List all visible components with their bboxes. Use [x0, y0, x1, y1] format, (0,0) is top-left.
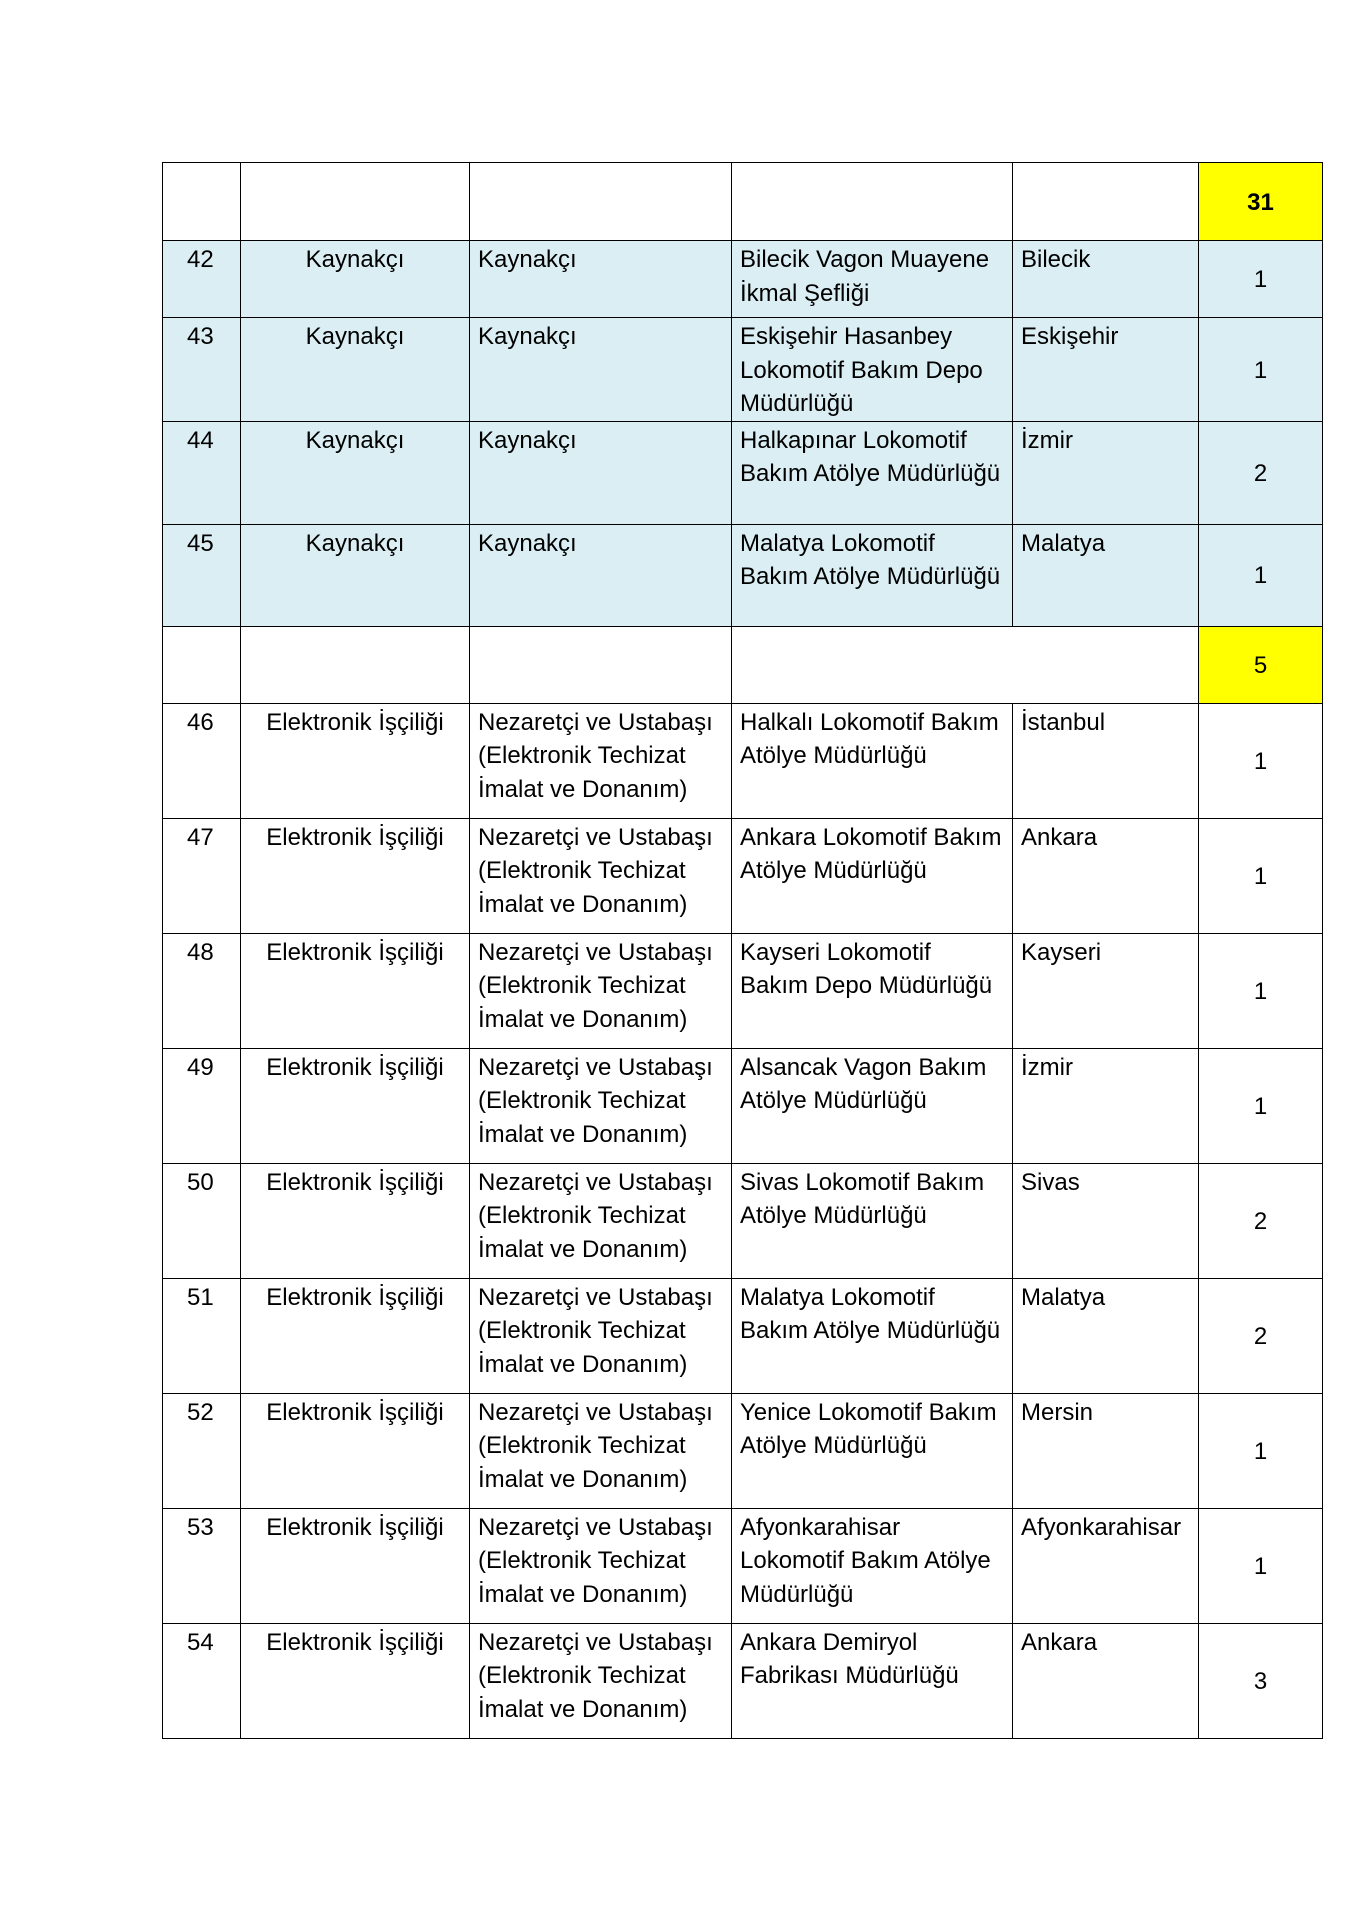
title-cell: Kaynakçı	[470, 241, 732, 318]
occupation-cell: Elektronik İşçiliği	[241, 933, 470, 1048]
table-row	[163, 1508, 1323, 1623]
city-cell: İstanbul	[1013, 703, 1199, 818]
unit-cell: Yenice Lokomotif Bakım Atölye Müdürlüğü	[732, 1393, 1013, 1508]
empty-cell	[241, 626, 470, 703]
count-cell: 1	[1199, 933, 1323, 1048]
unit-cell: Malatya Lokomotif Bakım Atölye Müdürlüğü	[732, 524, 1013, 626]
table-row	[163, 241, 1323, 318]
city-cell: Malatya	[1013, 524, 1199, 626]
occupation-cell: Elektronik İşçiliği	[241, 1393, 470, 1508]
table-row	[163, 1163, 1323, 1278]
title-cell: Nezaretçi ve Ustabaşı (Elektronik Techizat İmalat ve Donanım)	[470, 818, 732, 933]
empty-cell	[470, 163, 732, 241]
table-row	[163, 1393, 1323, 1508]
count-cell: 1	[1199, 1048, 1323, 1163]
title-cell: Kaynakçı	[470, 318, 732, 422]
occupation-cell: Elektronik İşçiliği	[241, 1508, 470, 1623]
table-row	[163, 524, 1323, 626]
occupation-cell: Elektronik İşçiliği	[241, 1278, 470, 1393]
city-cell: Afyonkarahisar	[1013, 1508, 1199, 1623]
table-row	[163, 933, 1323, 1048]
row-number: 51	[163, 1278, 241, 1393]
subtotal-count: 5	[1199, 626, 1323, 703]
subtotal-row	[163, 163, 1323, 241]
row-number: 44	[163, 421, 241, 524]
occupation-cell: Kaynakçı	[241, 241, 470, 318]
empty-cell	[1013, 163, 1199, 241]
unit-cell: Ankara Lokomotif Bakım Atölye Müdürlüğü	[732, 818, 1013, 933]
occupation-cell: Elektronik İşçiliği	[241, 1163, 470, 1278]
occupation-cell: Elektronik İşçiliği	[241, 1048, 470, 1163]
unit-cell: Sivas Lokomotif Bakım Atölye Müdürlüğü	[732, 1163, 1013, 1278]
empty-cell	[163, 626, 241, 703]
city-cell: İzmir	[1013, 1048, 1199, 1163]
title-cell: Nezaretçi ve Ustabaşı (Elektronik Techizat İmalat ve Donanım)	[470, 1623, 732, 1738]
count-cell: 1	[1199, 241, 1323, 318]
subtotal-row	[163, 626, 1323, 703]
occupation-cell: Kaynakçı	[241, 421, 470, 524]
occupation-cell: Kaynakçı	[241, 318, 470, 422]
count-cell: 2	[1199, 1163, 1323, 1278]
occupation-cell: Kaynakçı	[241, 524, 470, 626]
city-cell: İzmir	[1013, 421, 1199, 524]
city-cell: Mersin	[1013, 1393, 1199, 1508]
count-cell: 1	[1199, 524, 1323, 626]
count-cell: 1	[1199, 1393, 1323, 1508]
table-row	[163, 818, 1323, 933]
title-cell: Nezaretçi ve Ustabaşı (Elektronik Techizat İmalat ve Donanım)	[470, 1508, 732, 1623]
title-cell: Kaynakçı	[470, 524, 732, 626]
unit-cell: Malatya Lokomotif Bakım Atölye Müdürlüğü	[732, 1278, 1013, 1393]
unit-cell: Bilecik Vagon Muayene İkmal Şefliği	[732, 241, 1013, 318]
count-cell: 2	[1199, 421, 1323, 524]
count-cell: 1	[1199, 703, 1323, 818]
title-cell: Kaynakçı	[470, 421, 732, 524]
city-cell: Kayseri	[1013, 933, 1199, 1048]
row-number: 46	[163, 703, 241, 818]
row-number: 48	[163, 933, 241, 1048]
empty-cell	[241, 163, 470, 241]
city-cell: Sivas	[1013, 1163, 1199, 1278]
count-cell: 1	[1199, 818, 1323, 933]
row-number: 50	[163, 1163, 241, 1278]
title-cell: Nezaretçi ve Ustabaşı (Elektronik Techizat İmalat ve Donanım)	[470, 703, 732, 818]
count-cell: 1	[1199, 1508, 1323, 1623]
title-cell: Nezaretçi ve Ustabaşı (Elektronik Techizat İmalat ve Donanım)	[470, 1393, 732, 1508]
city-cell: Eskişehir	[1013, 318, 1199, 422]
unit-cell: Halkalı Lokomotif Bakım Atölye Müdürlüğü	[732, 703, 1013, 818]
table-row	[163, 1623, 1323, 1738]
row-number: 45	[163, 524, 241, 626]
count-cell: 2	[1199, 1278, 1323, 1393]
table-row	[163, 421, 1323, 524]
subtotal-count: 31	[1199, 163, 1323, 241]
empty-cell	[163, 163, 241, 241]
table-row	[163, 703, 1323, 818]
empty-cell	[470, 626, 732, 703]
title-cell: Nezaretçi ve Ustabaşı (Elektronik Techizat İmalat ve Donanım)	[470, 933, 732, 1048]
city-cell: Ankara	[1013, 818, 1199, 933]
row-number: 43	[163, 318, 241, 422]
row-number: 49	[163, 1048, 241, 1163]
occupation-cell: Elektronik İşçiliği	[241, 1623, 470, 1738]
row-number: 52	[163, 1393, 241, 1508]
title-cell: Nezaretçi ve Ustabaşı (Elektronik Techizat İmalat ve Donanım)	[470, 1278, 732, 1393]
unit-cell: Ankara Demiryol Fabrikası Müdürlüğü	[732, 1623, 1013, 1738]
unit-cell: Halkapınar Lokomotif Bakım Atölye Müdürlüğü	[732, 421, 1013, 524]
occupation-cell: Elektronik İşçiliği	[241, 818, 470, 933]
title-cell: Nezaretçi ve Ustabaşı (Elektronik Techizat İmalat ve Donanım)	[470, 1048, 732, 1163]
table-row	[163, 318, 1323, 422]
count-cell: 3	[1199, 1623, 1323, 1738]
table-row	[163, 1278, 1323, 1393]
row-number: 42	[163, 241, 241, 318]
unit-cell: Kayseri Lokomotif Bakım Depo Müdürlüğü	[732, 933, 1013, 1048]
city-cell: Bilecik	[1013, 241, 1199, 318]
unit-cell: Alsancak Vagon Bakım Atölye Müdürlüğü	[732, 1048, 1013, 1163]
city-cell: Malatya	[1013, 1278, 1199, 1393]
row-number: 54	[163, 1623, 241, 1738]
empty-cell	[732, 163, 1013, 241]
table-row	[163, 1048, 1323, 1163]
staffing-table	[162, 162, 1323, 1739]
empty-cell	[732, 626, 1199, 703]
row-number: 47	[163, 818, 241, 933]
row-number: 53	[163, 1508, 241, 1623]
count-cell: 1	[1199, 318, 1323, 422]
title-cell: Nezaretçi ve Ustabaşı (Elektronik Techizat İmalat ve Donanım)	[470, 1163, 732, 1278]
occupation-cell: Elektronik İşçiliği	[241, 703, 470, 818]
unit-cell: Eskişehir Hasanbey Lokomotif Bakım Depo Müdürlüğü	[732, 318, 1013, 422]
city-cell: Ankara	[1013, 1623, 1199, 1738]
unit-cell: Afyonkarahisar Lokomotif Bakım Atölye Müdürlüğü	[732, 1508, 1013, 1623]
